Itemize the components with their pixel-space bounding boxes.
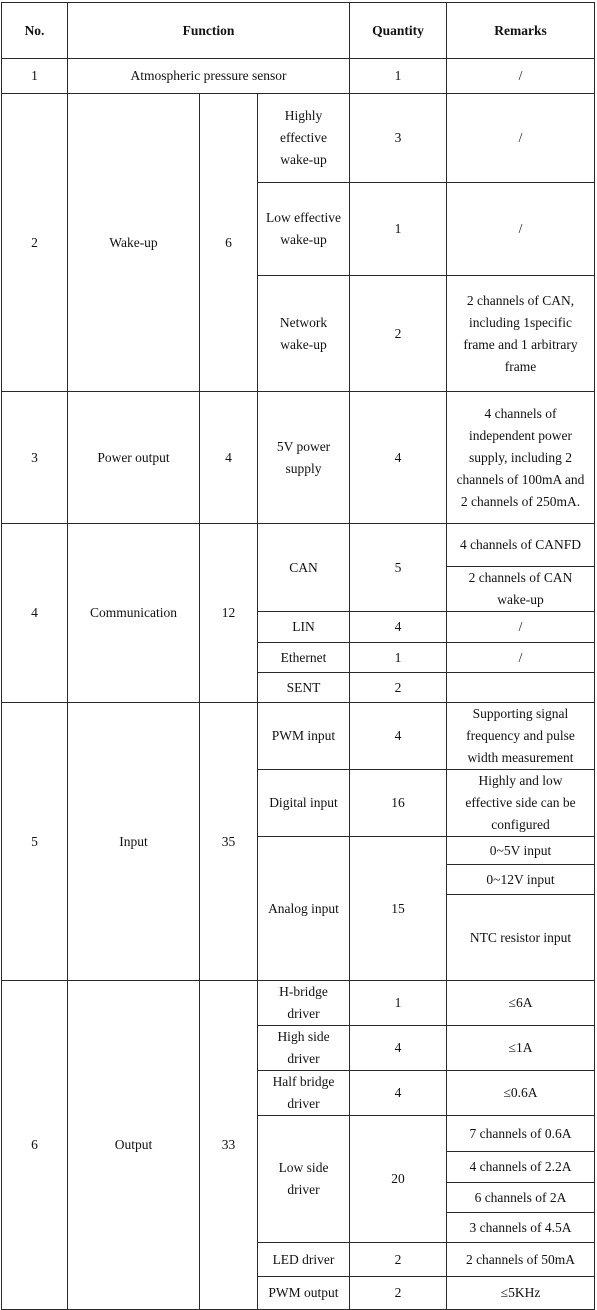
sub-remarks: NTC resistor input (447, 895, 595, 981)
sub-quantity: 5 (350, 524, 447, 612)
header-no: No. (2, 3, 68, 59)
sub-function: SENT (258, 673, 350, 703)
table-row (2, 981, 595, 1026)
sub-quantity: 2 (350, 1277, 447, 1310)
sub-remarks: Supporting signal frequency and pulse width measurement (447, 703, 595, 770)
sub-function: High side driver (258, 1026, 350, 1071)
sub-function: PWM output (258, 1277, 350, 1310)
table-row (2, 703, 595, 770)
sub-function: LIN (258, 612, 350, 643)
sub-remarks: 4 channels of CANFD (447, 524, 595, 567)
sub-quantity: 3 (350, 94, 447, 183)
sub-quantity: 1 (350, 981, 447, 1026)
sub-function: PWM input (258, 703, 350, 770)
sub-function: Low effective wake-up (258, 183, 350, 276)
sub-remarks: 3 channels of 4.5A (447, 1213, 595, 1243)
row-remarks: / (447, 59, 595, 94)
row-no: 6 (2, 981, 68, 1310)
row-no: 4 (2, 524, 68, 703)
sub-remarks: / (447, 612, 595, 643)
row-total: 12 (200, 524, 258, 703)
sub-remarks: / (447, 183, 595, 276)
sub-remarks: 2 channels of CAN wake-up (447, 567, 595, 612)
row-function: Power output (68, 392, 200, 524)
sub-quantity: 16 (350, 770, 447, 837)
header-row (2, 3, 595, 59)
sub-function: Analog input (258, 837, 350, 981)
sub-remarks: 0~5V input (447, 837, 595, 865)
sub-remarks: / (447, 643, 595, 673)
table-row (2, 94, 595, 183)
sub-remarks: 0~12V input (447, 865, 595, 895)
sub-quantity: 4 (350, 392, 447, 524)
sub-quantity: 1 (350, 643, 447, 673)
sub-remarks: 2 channels of CAN, including 1specific frame and 1 arbitrary frame (447, 276, 595, 392)
sub-function: CAN (258, 524, 350, 612)
spec-table-continued (1, 980, 595, 1310)
row-no: 2 (2, 94, 68, 392)
sub-function: H-bridge driver (258, 981, 350, 1026)
sub-remarks: ≤1A (447, 1026, 595, 1071)
sub-remarks: 7 channels of 0.6A (447, 1116, 595, 1152)
row-function: Communication (68, 524, 200, 703)
sub-function: Low side driver (258, 1116, 350, 1243)
row-total: 6 (200, 94, 258, 392)
row-no: 5 (2, 703, 68, 981)
table-row (2, 392, 595, 524)
sub-quantity: 4 (350, 1026, 447, 1071)
table-row (2, 59, 595, 94)
row-total: 33 (200, 981, 258, 1310)
row-no: 3 (2, 392, 68, 524)
sub-remarks: ≤0.6A (447, 1071, 595, 1116)
sub-function: Ethernet (258, 643, 350, 673)
sub-function: Digital input (258, 770, 350, 837)
sub-quantity: 15 (350, 837, 447, 981)
sub-remarks: 4 channels of 2.2A (447, 1152, 595, 1183)
sub-quantity: 20 (350, 1116, 447, 1243)
sub-quantity: 2 (350, 673, 447, 703)
sub-quantity: 4 (350, 1071, 447, 1116)
header-quantity: Quantity (350, 3, 447, 59)
sub-remarks: 2 channels of 50mA (447, 1243, 595, 1277)
row-quantity: 1 (350, 59, 447, 94)
sub-function: Half bridge driver (258, 1071, 350, 1116)
row-function: Input (68, 703, 200, 981)
row-total: 4 (200, 392, 258, 524)
table-row (2, 524, 595, 567)
sub-remarks: ≤5KHz (447, 1277, 595, 1310)
sub-quantity: 2 (350, 276, 447, 392)
row-function: Output (68, 981, 200, 1310)
sub-remarks: ≤6A (447, 981, 595, 1026)
spec-table (1, 2, 595, 981)
row-no: 1 (2, 59, 68, 94)
row-function: Wake-up (68, 94, 200, 392)
row-function: Atmospheric pressure sensor (68, 59, 350, 94)
sub-remarks (447, 673, 595, 703)
sub-remarks: 6 channels of 2A (447, 1183, 595, 1213)
sub-quantity: 4 (350, 612, 447, 643)
header-remarks: Remarks (447, 3, 595, 59)
sub-function: Network wake-up (258, 276, 350, 392)
sub-function: Highly effective wake-up (258, 94, 350, 183)
sub-quantity: 4 (350, 703, 447, 770)
header-function: Function (68, 3, 350, 59)
sub-quantity: 2 (350, 1243, 447, 1277)
sub-remarks: 4 channels of independent power supply, including 2 channels of 100mA and 2 channels of 250mA. (447, 392, 595, 524)
sub-function: 5V power supply (258, 392, 350, 524)
row-total: 35 (200, 703, 258, 981)
sub-remarks: Highly and low effective side can be configured (447, 770, 595, 837)
sub-quantity: 1 (350, 183, 447, 276)
sub-remarks: / (447, 94, 595, 183)
sub-function: LED driver (258, 1243, 350, 1277)
